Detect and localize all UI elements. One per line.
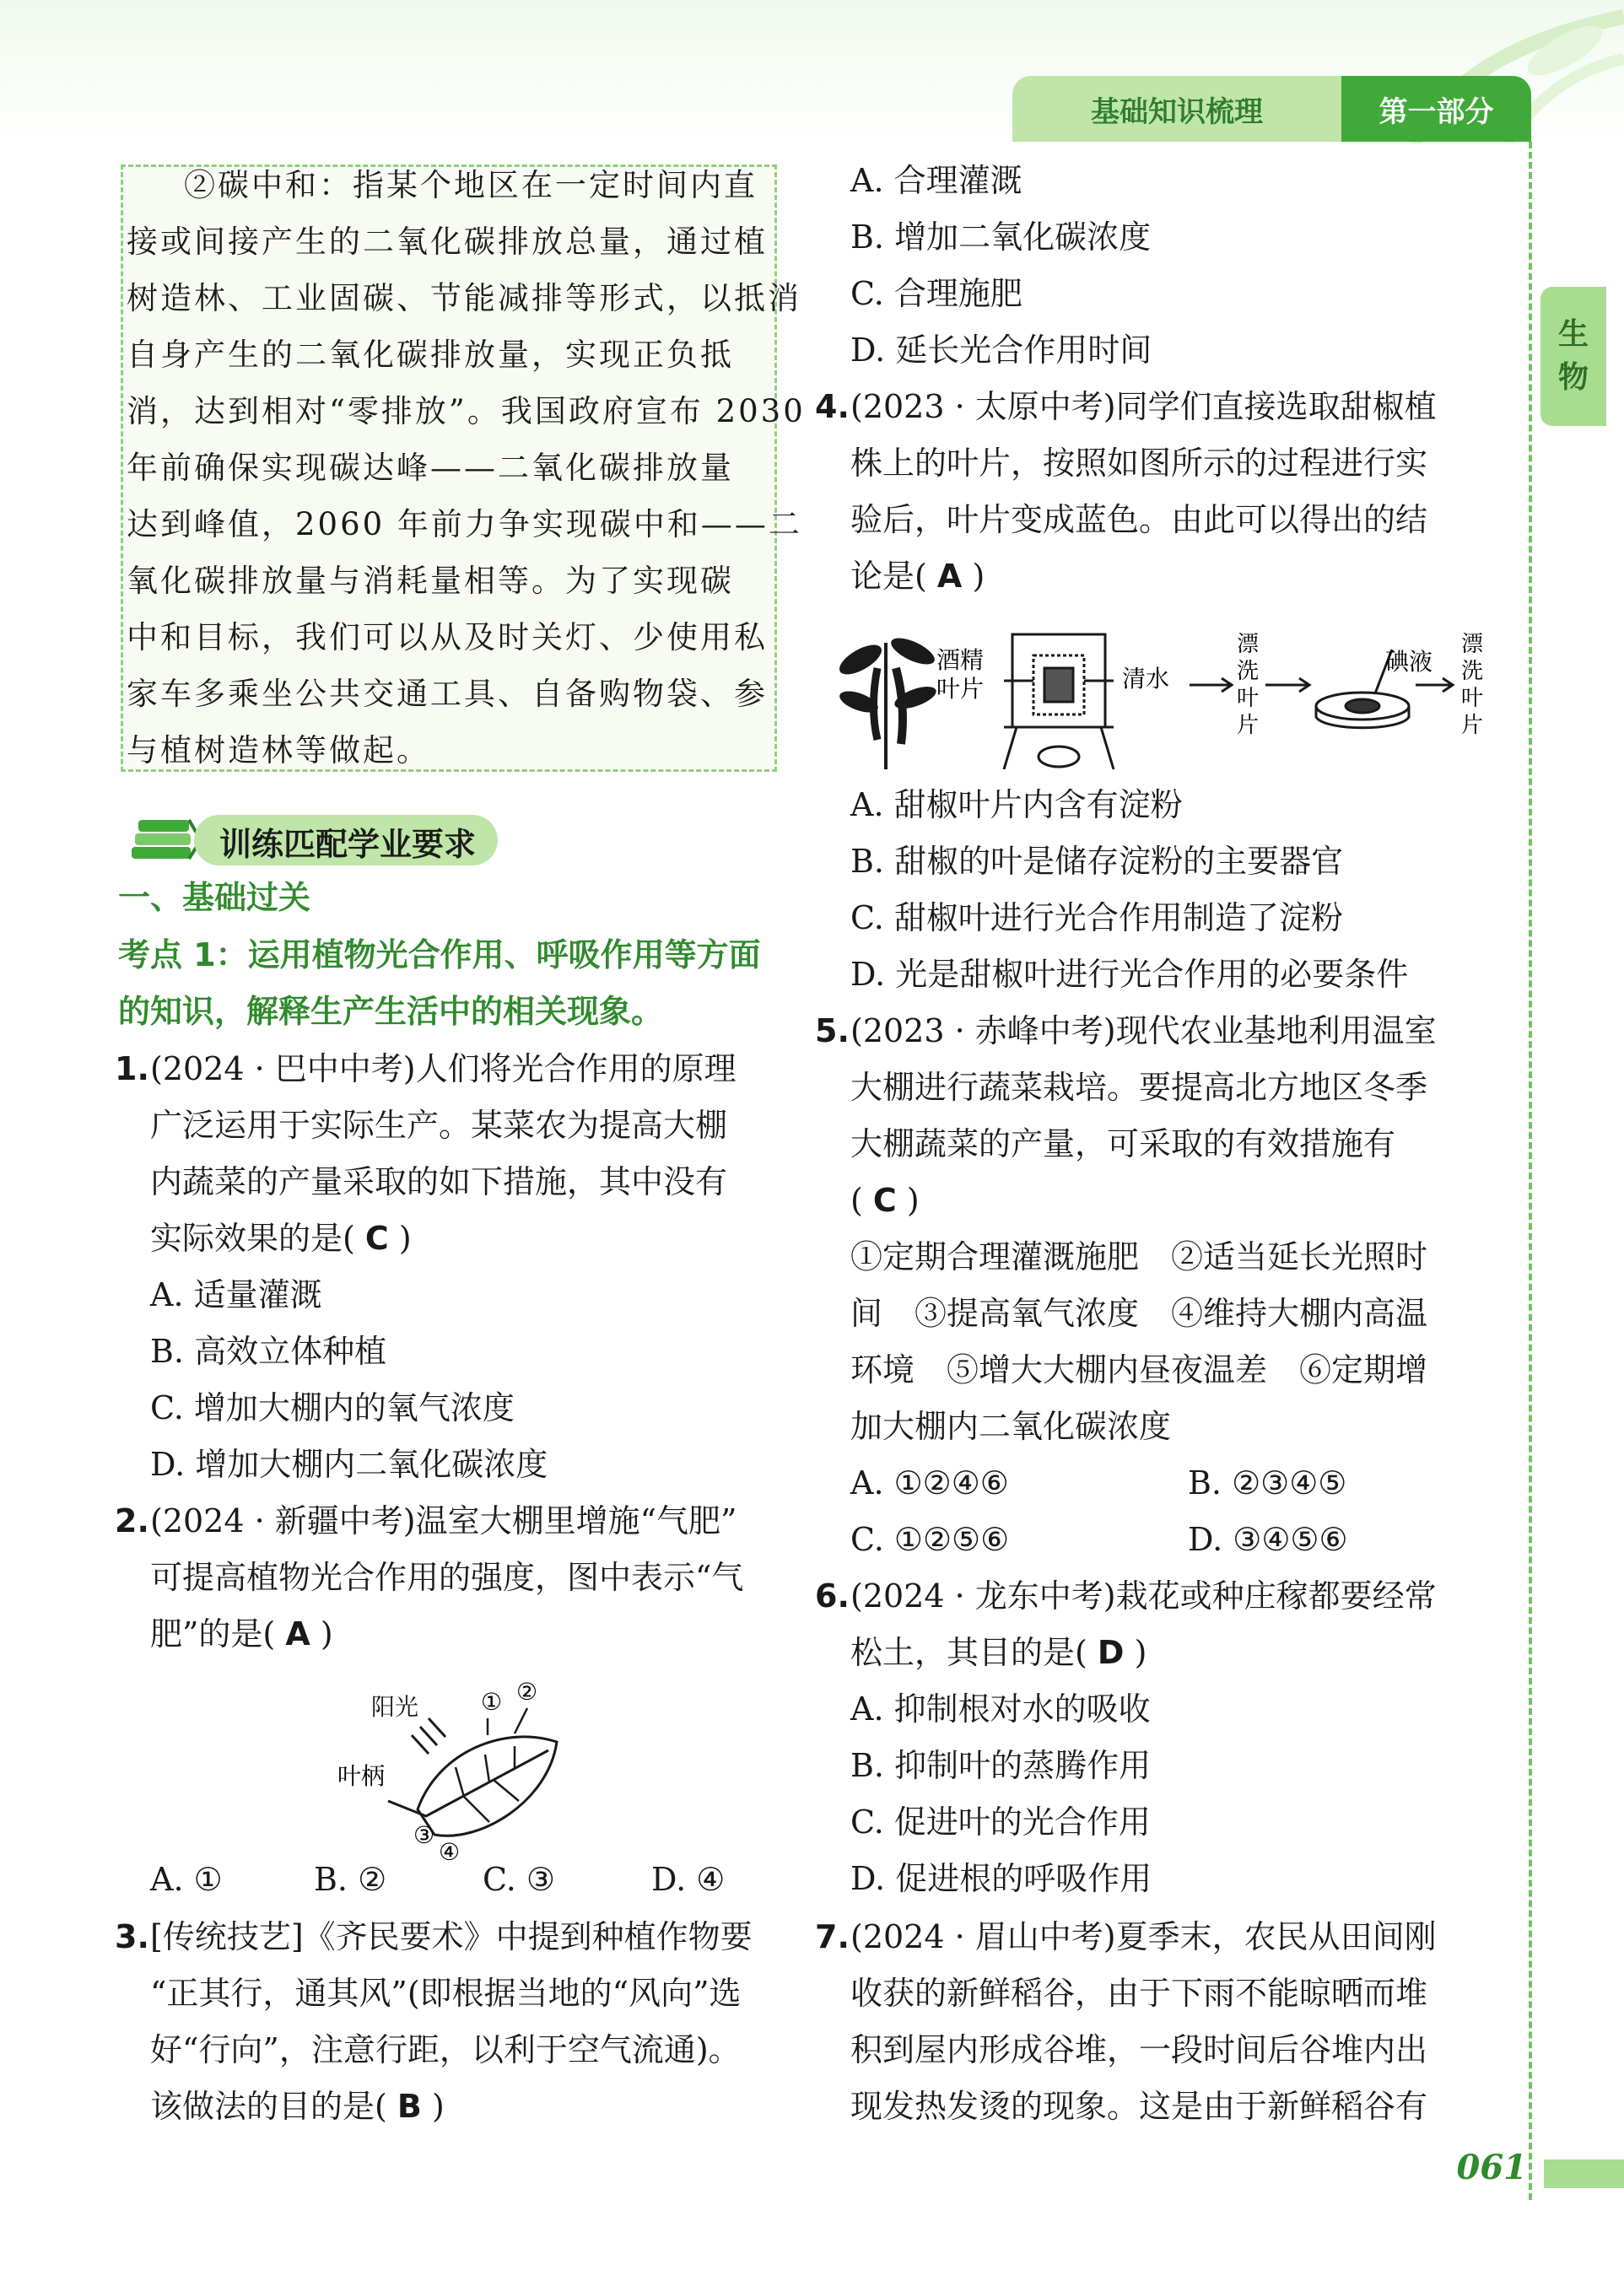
option: D. 延长光合作用时间	[850, 332, 1152, 369]
statement: 环境 ⑤增大大棚内昼夜温差 ⑥定期增	[850, 1351, 1428, 1388]
fig-rinse2: 片	[1461, 713, 1484, 738]
question-text: 大棚进行蔬菜栽培。要提高北方地区冬季	[850, 1069, 1428, 1106]
paren-close: )	[398, 1220, 412, 1257]
question-number: 2.	[115, 1502, 149, 1539]
question-text-answer-line	[850, 556, 985, 596]
books-icon	[127, 810, 202, 871]
option: A. 抑制根对水的吸收	[850, 1690, 1151, 1728]
question-number: 1.	[115, 1050, 149, 1087]
note-line: 达到峰值，2060 年前力争实现碳中和——二	[127, 506, 802, 542]
option: D. 增加大棚内二氧化碳浓度	[150, 1446, 548, 1483]
paren-close: )	[431, 2088, 445, 2125]
question-text: 收获的新鲜稻谷，由于下雨不能晾晒而堆	[850, 1975, 1428, 2012]
fig-water-label: 清水	[1122, 665, 1170, 693]
question-text: (2024 · 眉山中考)夏季末，农民从田间刚	[850, 1918, 1437, 1955]
question-number: 5.	[815, 1012, 850, 1049]
question-text-answer-line	[150, 1218, 412, 1259]
arrow-3	[1416, 678, 1453, 692]
question-text: 松土，其目的是(	[850, 1634, 1087, 1671]
note-line: 氧化碳排放量与消耗量相等。为了实现碳	[127, 563, 734, 599]
paren-close: )	[1134, 1634, 1147, 1671]
subject-char-1: 生	[1557, 317, 1589, 353]
statement: 间 ③提高氧气浓度 ④维持大棚内高温	[850, 1295, 1428, 1332]
option: D. 光是甜椒叶进行光合作用的必要条件	[850, 956, 1409, 993]
answer: A	[936, 558, 963, 595]
question-text: [传统技艺]《齐民要术》中提到种植作物要	[150, 1918, 753, 1955]
option: B. ②	[314, 1861, 387, 1898]
question-text: 现发热发烫的现象。这是由于新鲜稻谷有	[850, 2088, 1428, 2125]
question-text: 好“行向”，注意行距，以利于空气流通)。	[150, 2031, 741, 2068]
question-number: 3.	[115, 1918, 149, 1955]
option: C. 合理施肥	[850, 275, 1022, 312]
banner-title: 训练匹配学业要求	[219, 826, 477, 863]
note-line: ②碳中和：指某个地区在一定时间内直	[184, 167, 758, 203]
question-answer-line	[850, 1180, 920, 1221]
option: D. 促进根的呼吸作用	[850, 1860, 1152, 1897]
footer-bar	[1544, 2159, 1624, 2188]
answer: D	[1097, 1634, 1125, 1671]
answer: B	[397, 2088, 422, 2125]
option: B. 增加二氧化碳浓度	[850, 218, 1152, 256]
option: C. 增加大棚内的氧气浓度	[150, 1389, 515, 1426]
question-text: (2024 · 新疆中考)温室大棚里增施“气肥”	[150, 1502, 737, 1539]
question-text: 大棚蔬菜的产量，可采取的有效措施有	[850, 1125, 1396, 1162]
leaf-midrib	[388, 1750, 548, 1816]
sun-ray-arrows	[412, 1718, 445, 1754]
option: C. ③	[483, 1861, 555, 1898]
pepper-plant-icon	[835, 633, 939, 769]
question-text: 株上的叶片，按照如图所示的过程进行实	[850, 445, 1428, 482]
fig-num-4: ④	[439, 1838, 461, 1860]
section-heading: 一、基础过关	[118, 879, 311, 916]
fig-rinse1: 片	[1237, 713, 1260, 738]
option: B. 高效立体种植	[150, 1333, 387, 1370]
answer: C	[364, 1220, 389, 1257]
option: A. ①②④⑥	[850, 1464, 1009, 1502]
paren-close: )	[320, 1615, 333, 1652]
fig-petiole-label: 叶柄	[337, 1762, 386, 1790]
note-line: 树造林、工业固碳、节能减排等形式，以抵消	[127, 280, 801, 316]
option: C. 甜椒叶进行光合作用制造了淀粉	[850, 899, 1343, 936]
fig-sun-label: 阳光	[371, 1693, 419, 1721]
water-bath-apparatus	[1004, 634, 1114, 769]
question-text-answer-line	[850, 1632, 1147, 1673]
question-text: 可提高植物光合作用的强度，图中表示“气	[150, 1559, 744, 1596]
option: C. 促进叶的光合作用	[850, 1803, 1151, 1841]
question-number: 6.	[815, 1577, 850, 1615]
option: C. ①②⑤⑥	[850, 1521, 1010, 1558]
option: A. ①	[150, 1861, 223, 1898]
fig-rinse2: 洗	[1461, 659, 1484, 684]
option: A. 甜椒叶片内含有淀粉	[850, 786, 1183, 823]
note-line: 与植树造林等做起。	[127, 732, 430, 768]
fig-alcohol-label: 酒精	[936, 646, 985, 674]
training-banner	[127, 810, 498, 871]
question-text: (2023 · 太原中考)同学们直接选取甜椒植	[850, 388, 1437, 425]
option: B. ②③④⑤	[1188, 1464, 1347, 1502]
note-line: 中和目标，我们可以从及时关灯、少使用私	[127, 619, 768, 655]
point-heading-line: 考点 1：运用植物光合作用、呼吸作用等方面	[118, 936, 761, 973]
question-text: 实际效果的是(	[150, 1220, 355, 1257]
question-text-answer-line	[150, 2086, 445, 2127]
statement: 加大棚内二氧化碳浓度	[850, 1408, 1172, 1445]
point-heading-line: 的知识，解释生产生活中的相关现象。	[118, 993, 664, 1030]
question-text: 论是(	[850, 558, 927, 595]
question-text: 肥”的是(	[150, 1615, 276, 1652]
part-tab: 第一部分	[1341, 76, 1531, 142]
note-line: 年前确保实现碳达峰——二氧化碳排放量	[127, 450, 734, 486]
option: B. 甜椒的叶是储存淀粉的主要器官	[850, 843, 1344, 880]
paren-open: (	[850, 1182, 863, 1219]
option: D. ④	[651, 1861, 726, 1898]
question-text: 积到屋内形成谷堆，一段时间后谷堆内出	[850, 2031, 1428, 2068]
option: D. ③④⑤⑥	[1188, 1521, 1348, 1558]
question-number: 4.	[815, 388, 850, 425]
question-text: (2023 · 赤峰中考)现代农业基地利用温室	[850, 1012, 1437, 1049]
question-text: (2024 · 龙东中考)栽花或种庄稼都要经常	[850, 1577, 1437, 1615]
answer: C	[872, 1182, 897, 1219]
question-number: 7.	[815, 1918, 850, 1955]
fig-rinse2: 叶	[1461, 686, 1484, 711]
option: A. 合理灌溉	[850, 162, 1022, 199]
fig-rinse1: 叶	[1237, 686, 1260, 711]
paren-close: )	[972, 558, 985, 595]
fig-rinse1: 漂	[1237, 632, 1260, 657]
answer: A	[285, 1615, 310, 1652]
subject-tab	[1540, 287, 1606, 426]
experiment-diagram	[835, 609, 1493, 769]
fig-rinse2: 漂	[1461, 632, 1484, 657]
subject-char-2: 物	[1557, 359, 1589, 395]
question-text: “正其行，通其风”(即根据当地的“风向”选	[150, 1975, 742, 2012]
fig-num-1: ①	[481, 1688, 503, 1716]
fig-num-3: ③	[413, 1821, 435, 1849]
note-line: 自身产生的二氧化碳排放量，实现正负抵	[127, 337, 734, 373]
paren-close: )	[906, 1182, 920, 1219]
option: A. 适量灌溉	[150, 1276, 322, 1313]
fig-rinse1: 洗	[1237, 659, 1260, 684]
question-text-answer-line	[150, 1614, 333, 1654]
section-tab: 基础知识梳理	[1012, 76, 1341, 142]
note-line: 家车多乘坐公共交通工具、自备购物袋、参	[127, 676, 768, 712]
question-text: (2024 · 巴中中考)人们将光合作用的原理	[150, 1050, 736, 1087]
question-text: 广泛运用于实际生产。某菜农为提高大棚	[150, 1107, 728, 1144]
fig-iodine-label: 碘液	[1385, 648, 1433, 676]
question-text: 该做法的目的是(	[150, 2088, 387, 2125]
margin-rule	[1529, 142, 1532, 2200]
question-text: 内蔬菜的产量采取的如下措施，其中没有	[150, 1163, 728, 1200]
note-line: 消，达到相对“零排放”。我国政府宣布 2030	[127, 393, 806, 429]
note-line: 接或间接产生的二氧化碳排放总量，通过植	[127, 224, 768, 260]
fig-num-2: ②	[516, 1678, 538, 1706]
question-text: 验后，叶片变成蓝色。由此可以得出的结	[850, 501, 1428, 538]
option: B. 抑制叶的蒸腾作用	[850, 1747, 1152, 1784]
page-number: 061	[1456, 2148, 1527, 2187]
fig-leaf-label: 叶片	[936, 675, 985, 703]
leaf-diagram	[337, 1674, 607, 1860]
arrow-1	[1190, 678, 1232, 692]
arrow-2	[1265, 678, 1309, 692]
statement: ①定期合理灌溉施肥 ②适当延长光照时	[850, 1238, 1428, 1275]
